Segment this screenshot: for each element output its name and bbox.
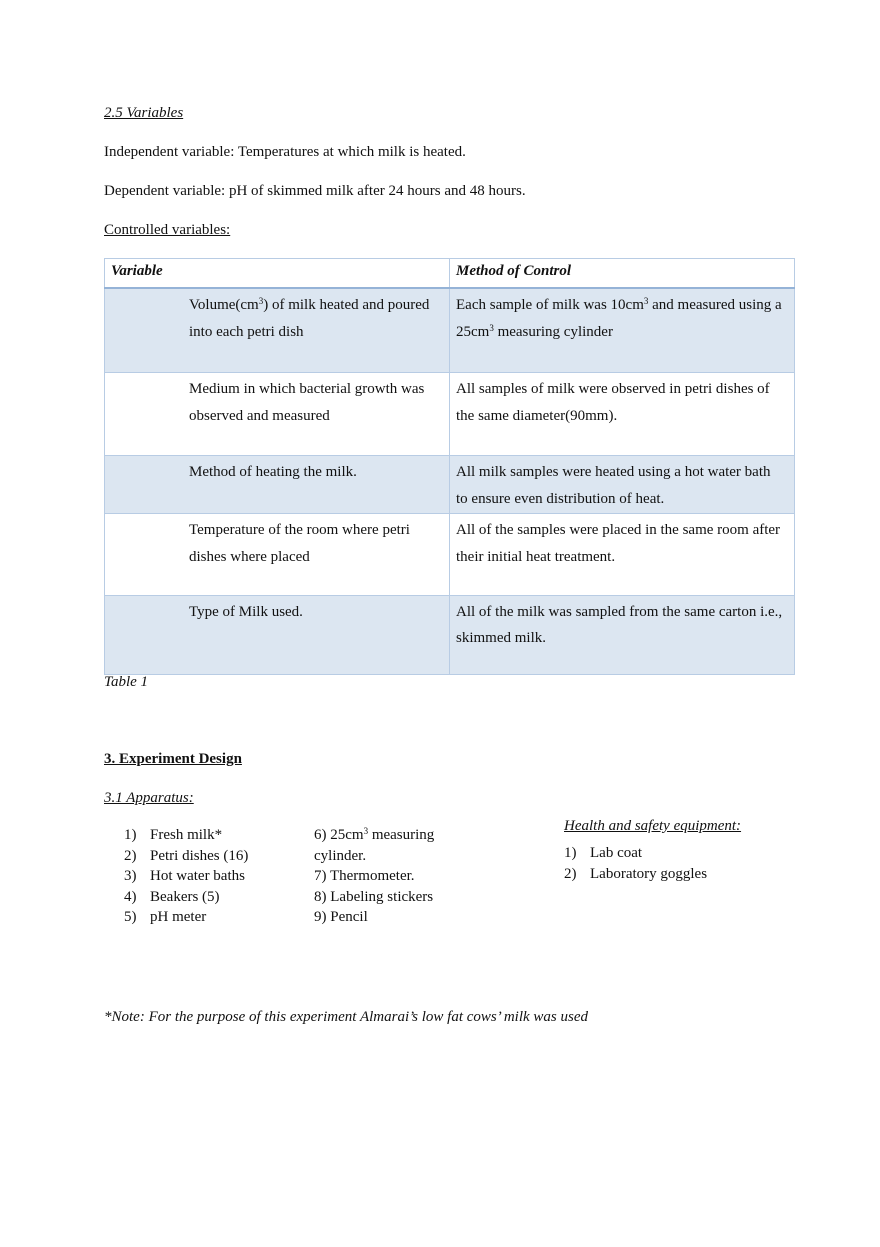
table-cell-variable: Method of heating the milk.: [105, 455, 450, 513]
controlled-variables-label: Controlled variables:: [104, 222, 231, 238]
table-row: [105, 288, 795, 372]
list-item-continuation: cylinder.: [314, 847, 367, 864]
table-cell-variable: Type of Milk used.: [105, 595, 450, 674]
list-item: 2) Petri dishes (16): [124, 847, 249, 864]
footnote: *Note: For the purpose of this experiment Almarai’s low fat cows’ milk was used: [104, 1009, 589, 1025]
list-item: 5) pH meter: [124, 909, 207, 925]
table-cell-method: All milk samples were heated using a hot water bath to ensure even distribution of heat.: [450, 455, 795, 513]
table-cell-method: Each sample of milk was $10cm^3$ and measured using a $25cm^3$ measuring cylinder: [450, 288, 795, 372]
table-cell-method: All of the milk was sampled from the same carton i.e., skimmed milk.: [450, 595, 795, 674]
section-heading-variables: 2.5 Variables: [104, 105, 184, 121]
list-item: 9) Pencil: [314, 909, 368, 925]
table-row: [105, 455, 795, 513]
independent-variable-text: Independent variable: Temperatures at which milk is heated.: [104, 144, 466, 160]
section-heading-experiment-design: 3. Experiment Design: [104, 751, 242, 767]
list-item: 8) Labeling stickers: [314, 888, 434, 905]
list-item: 4) Beakers (5): [124, 888, 220, 905]
table-cell-variable: $Volume(cm^3)$ of milk heated and poured into each petri dish: [105, 288, 450, 372]
controlled-variables-table: [104, 258, 795, 675]
apparatus-heading: 3.1 Apparatus:: [104, 790, 194, 806]
dependent-variable-text: Dependent variable: pH of skimmed milk after 24 hours and 48 hours.: [104, 183, 526, 199]
list-item: 3) Hot water baths: [124, 868, 245, 884]
table-cell-method: All of the samples were placed in the same room after their initial heat treatment.: [450, 513, 795, 595]
list-item: 7) Thermometer.: [314, 868, 415, 884]
list-item: 1) Lab coat: [564, 845, 643, 861]
apparatus-list-right: [314, 825, 434, 928]
list-item: 2) Laboratory goggles: [564, 865, 708, 882]
table-cell-variable: Temperature of the room where petri dishes where placed: [105, 513, 450, 595]
safety-equipment-heading: Health and safety equipment:: [564, 818, 742, 834]
table-row: [105, 595, 795, 674]
table-header-row: [105, 259, 795, 289]
column-header-method: Method of Control: [450, 259, 795, 289]
table-cell-variable: Medium in which bacterial growth was observed and measured: [105, 372, 450, 455]
list-item: 6) $25cm^3$ measuring: [314, 826, 435, 843]
table-cell-method: All samples of milk were observed in petri dishes of the same diameter(90mm).: [450, 372, 795, 455]
table-caption: Table 1: [104, 674, 149, 690]
table-row: [105, 372, 795, 455]
apparatus-list-left: [124, 825, 248, 928]
safety-equipment-list: [564, 843, 707, 884]
table-row: [105, 513, 795, 595]
list-item: 1) Fresh milk*: [124, 827, 223, 843]
column-header-variable: Variable: [105, 259, 450, 289]
